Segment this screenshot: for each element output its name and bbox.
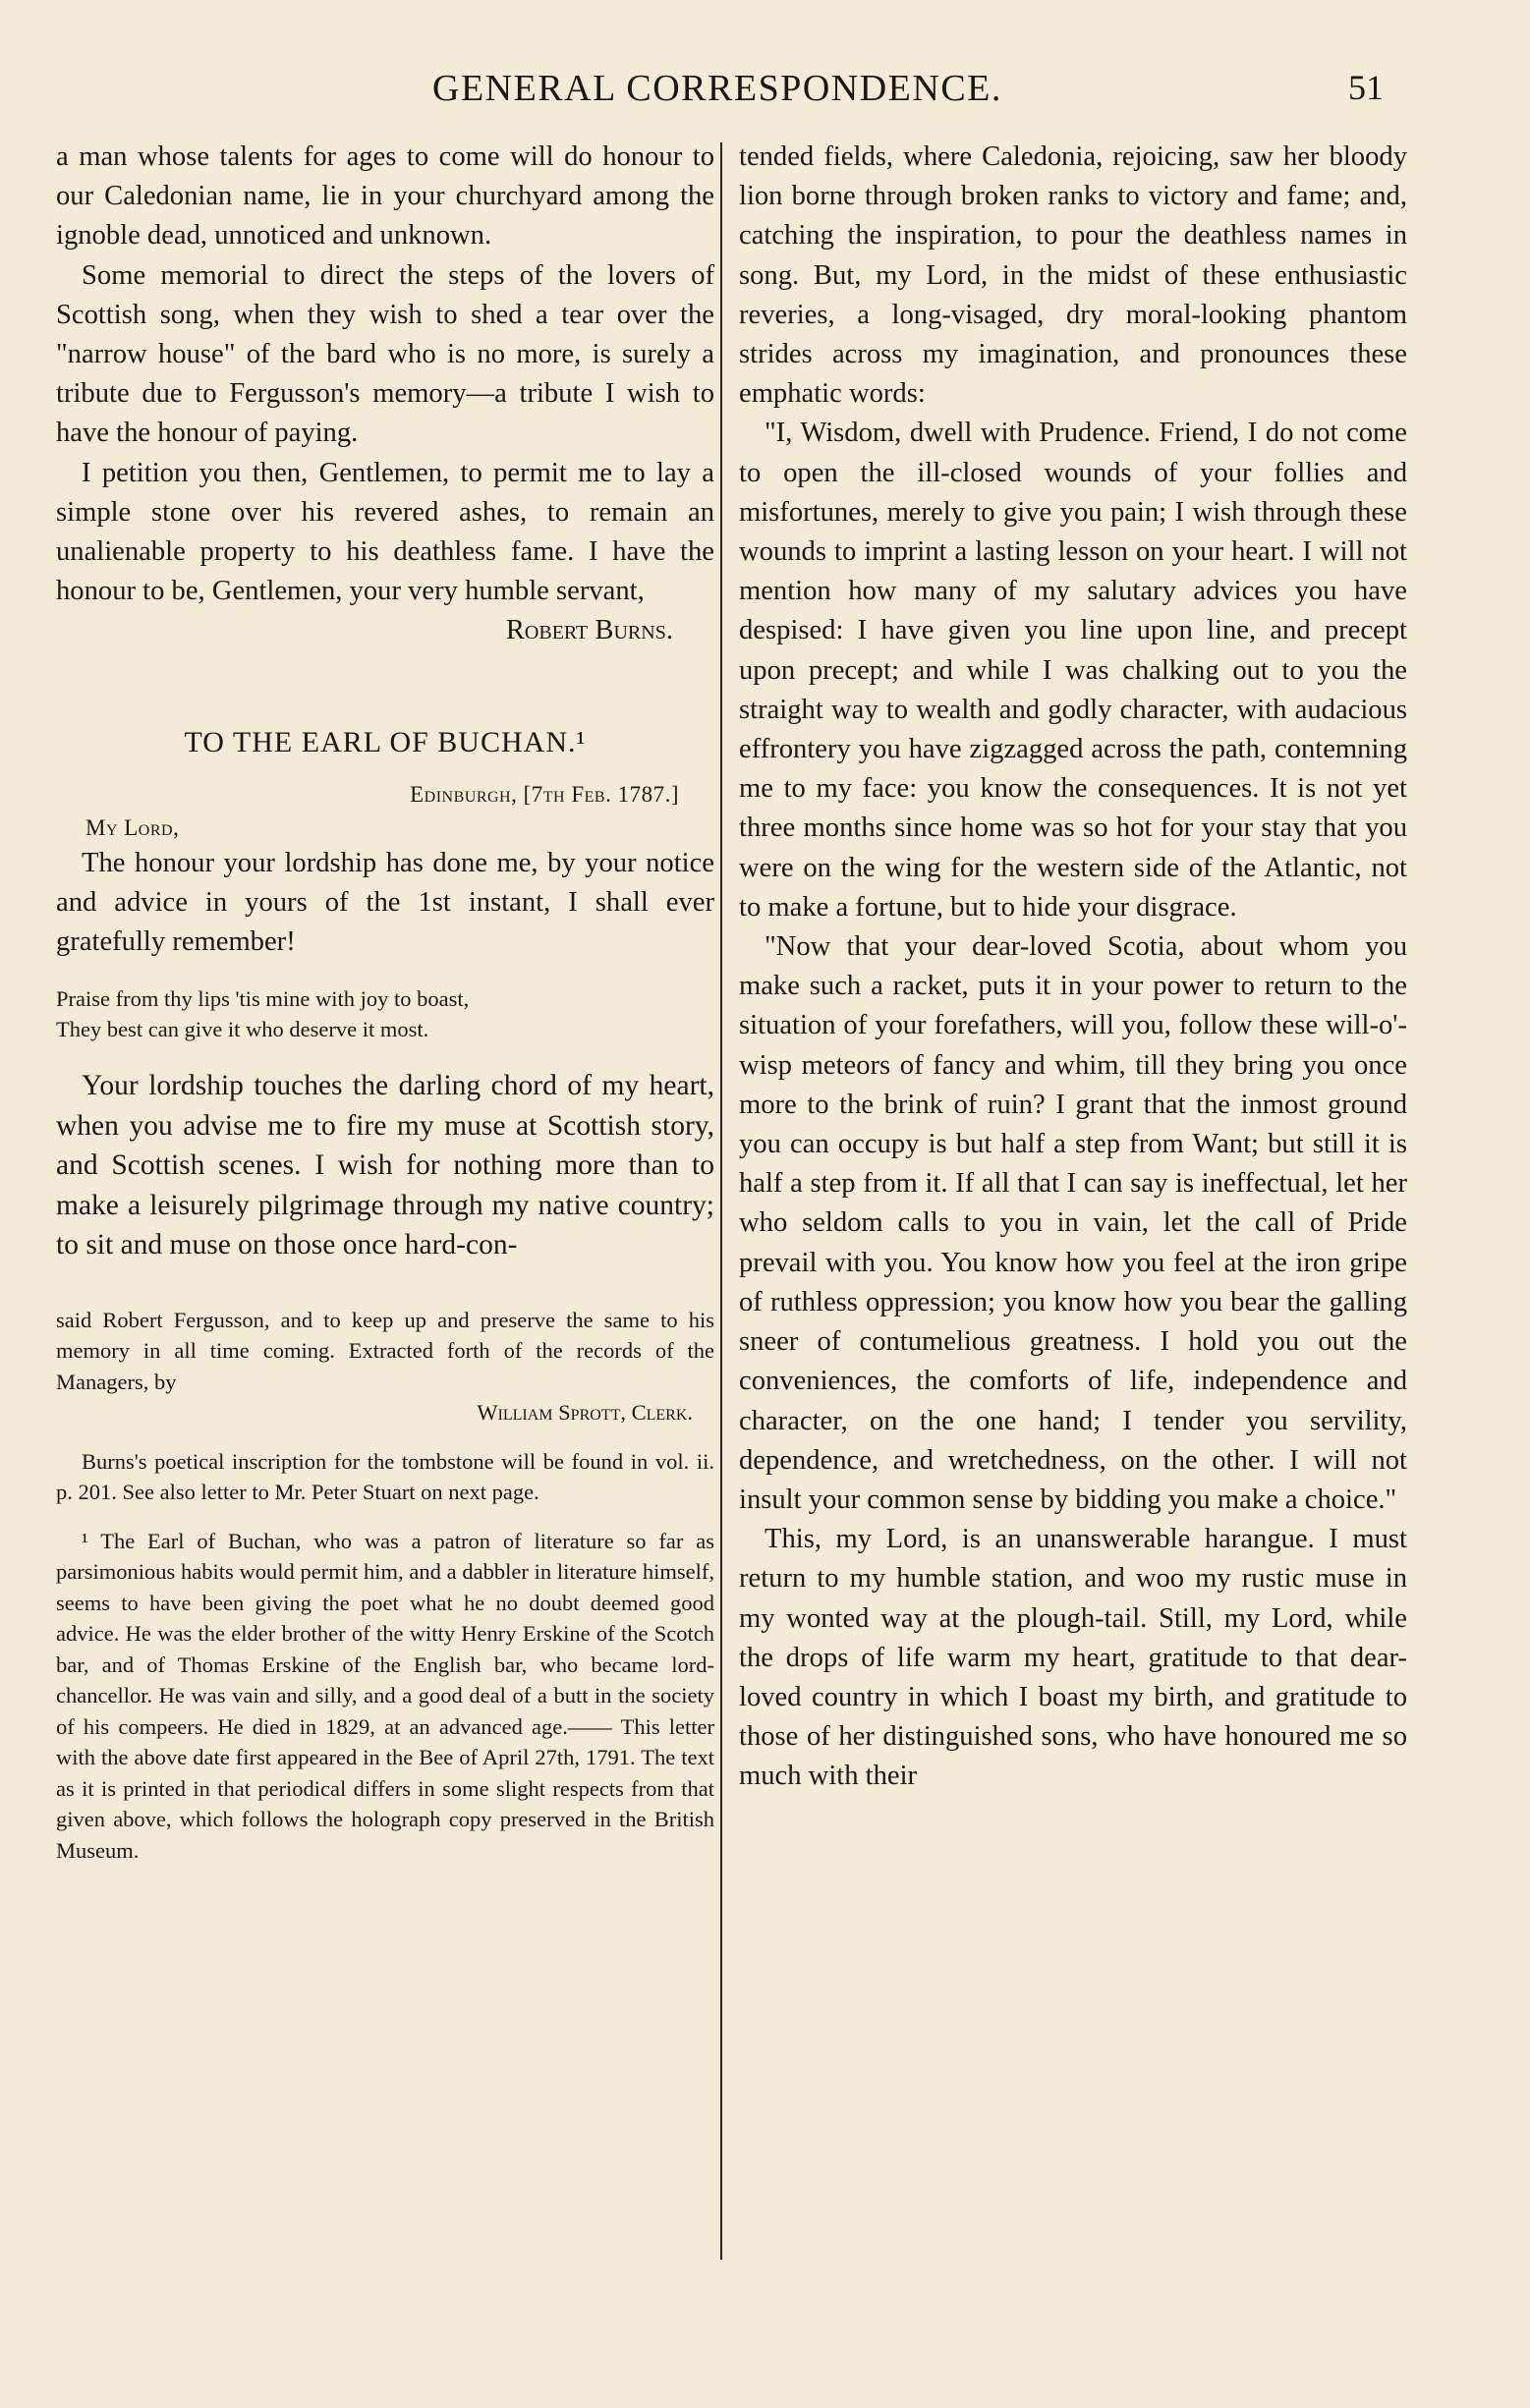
footnote: Burns's poetical inscription for the tombstone will be found in vol. ii. p. 201. See also letter to Mr. Peter Stuart on next page. [56,1448,714,1505]
paragraph: a man whose talents for ages to come will do honour to our Caledonian name, lie in your churchyard among the ignoble dead, unnoticed and unknown. [56,141,714,252]
paragraph: I petition you then, Gentlemen, to permit me to lay a simple stone over his revered ashes, to remain an unalienable property to his deathless fame. I have the honour to be, Gentlemen, your very humble servant, [56,457,714,607]
paragraph: tended fields, where Caledonia, rejoicing, saw her bloody lion borne through broken ranks to victory and fame; and, catching the inspiration, to pour the deathless names in song. But, my Lord, in the midst of these enthusiastic reveries, a long-visaged, dry moral-looking phantom strides across my imagination, and pronounces these emphatic words: [739,141,1407,410]
paragraph: Some memorial to direct the steps of the lovers of Scottish song, when they wish to shed a tear over the "narrow house" of the bard who is no more, is surely a tribute due to Fergusson's memory—a tribute I wish to have the honour of paying. [56,259,714,449]
page-number: 51 [1348,68,1384,107]
footnote-signature: William Sprott, Clerk. [477,1400,693,1426]
quote-line: They best can give it who deserve it most. [56,1017,429,1042]
running-header [59,67,1405,116]
footnote: said Robert Fergusson, and to keep up and preserve the same to his memory in all time coming. Extracted forth of the records of the Managers, by [56,1307,714,1394]
paragraph: This, my Lord, is an unanswerable harangue. I must return to my humble station, and woo my rustic muse in my wonted way at the plough-tail. Still, my Lord, while the drops of life warm my heart, gratitude to that dear-loved country in which I boast my birth, and gratitude to those of her distinguished sons, who have honoured me so much with their [739,1524,1407,1792]
right-column [739,138,1407,1797]
column-divider [720,142,722,2260]
paragraph: Your lordship touches the darling chord of my heart, when you advise me to fire my muse at Scottish story, and Scottish scenes. I wish for nothing more than to make a leisurely pilgrimage through my native country; to sit and muse on those once hard-con- [56,1070,714,1261]
header-title: GENERAL CORRESPONDENCE. [432,68,1002,109]
paragraph: "I, Wisdom, dwell with Prudence. Friend, I do not come to open the ill-closed wounds of your follies and misfortunes, merely to give you pain; I wish through these wounds to imprint a lasting lesson on your heart. I will not mention how many of my salutary advices you have despised: I have given you line upon line, and precept upon precept; and while I was chalking out to you the straight way to wealth and godly character, with audacious effrontery you have zigzagged across the path, contemning me to my face: you know the consequences. It is not yet three months since home was so hot for your stay that you were on the wing for the western side of the Atlantic, not to make a fortune, but to hide your disgrace. [739,418,1407,923]
footnote: ¹ The Earl of Buchan, who was a patron of literature so far as parsimonious habits would permit him, and a dabbler in literature himself, seems to have been giving the poet what he no doubt deemed good advice. He was the elder brother of the witty Henry Erskine of the Scotch bar, and of Thomas Erskine of the English bar, who became lord-chancellor. He was vain and silly, and a good deal of a butt in the society of his compeers. He died in 1829, at an advanced age.—— This letter with the above date first appeared in the Bee of April 27th, 1791. The text as it is printed in that periodical differs in some slight respects from that given above, which follows the holograph copy preserved in the British Museum. [56,1528,714,1863]
paragraph: The honour your lordship has done me, by your notice and advice in yours of the 1st instant, I shall ever gratefully remember! [56,847,714,958]
footnotes [56,1305,714,1867]
letter-heading: TO THE EARL OF BUCHAN.¹ [184,725,587,758]
left-column [56,138,714,1883]
salutation: My Lord, [85,814,180,840]
quote-line: Praise from thy lips 'tis mine with joy to boast, [56,986,470,1012]
verse-quote [56,983,714,1044]
signature: Robert Burns. [505,615,673,646]
dateline: Edinburgh, [7th Feb. 1787.] [410,781,679,807]
paragraph: "Now that your dear-loved Scotia, about whom you make such a racket, puts it in your power to return to the situation of your forefathers, will you, follow these will-o'-wisp meteors of fancy and whim, till they bring you once more to the brink of ruin? I grant that the inmost ground you can occupy is but half a step from Want; but still it is half a step from it. If all that I can say is ineffectual, let her who seldom calls to you in vain, let the call of Pride prevail with you. You know how you feel at the iron gripe of ruthless oppression; you know how you bear the galling sneer of contumelious greatness. I hold you out the conveniences, the comforts of life, independence and character, on the one hand; I tender you servility, dependence, and wretchedness, on the other. I will not insult your common sense by bidding you make a choice." [739,931,1407,1515]
